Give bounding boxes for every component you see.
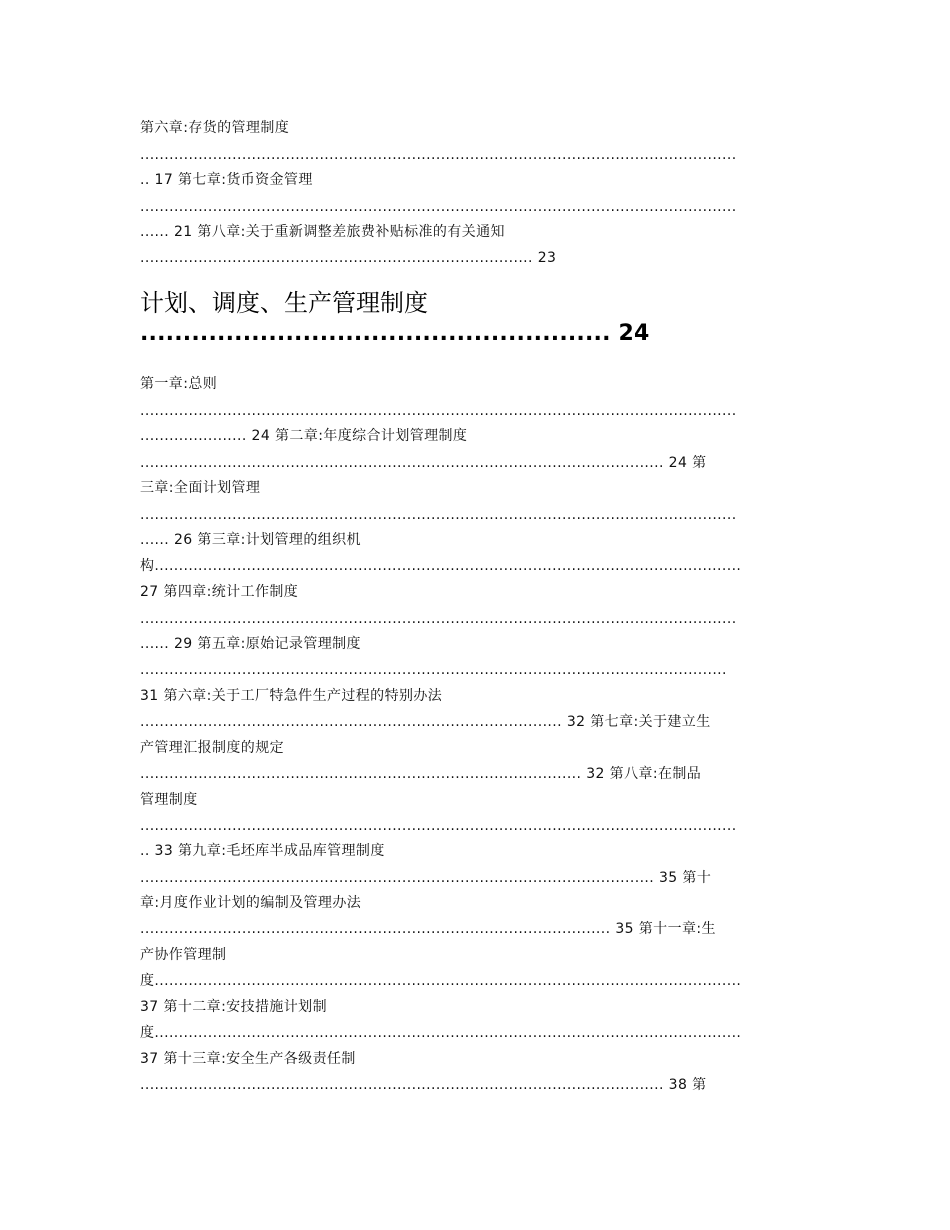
toc-line: ................................................................................. 23 <box>140 250 557 266</box>
toc-line: ............................................................................................................ 38 第 <box>140 1077 707 1093</box>
toc-line: ...... 21 第八章:关于重新调整差旅费补贴标准的有关通知 <box>140 224 505 240</box>
toc-line: ........................................................................................................................... <box>140 818 737 834</box>
toc-line: .. 33 第九章:毛坯库半成品库管理制度 <box>140 843 385 859</box>
toc-line: 构......................................................................................................................... <box>140 558 742 574</box>
toc-line: ........................................................................................................................... <box>140 403 737 419</box>
toc-line: 27 第四章:统计工作制度 <box>140 584 299 600</box>
toc-line: 章:月度作业计划的编制及管理办法 <box>140 895 362 911</box>
toc-line: ............................................................................................................ 24 第 <box>140 455 707 471</box>
toc-line: 37 第十三章:安全生产各级责任制 <box>140 1051 356 1067</box>
toc-line: ...... 26 第三章:计划管理的组织机 <box>140 532 361 548</box>
toc-line: .......................................................................................................... 35 第十 <box>140 870 712 886</box>
toc-line: 第六章:存货的管理制度 <box>140 120 290 136</box>
toc-line: ...................... 24 第二章:年度综合计划管理制度 <box>140 428 468 444</box>
toc-line: 三章:全面计划管理 <box>140 480 261 496</box>
section-heading: 计划、调度、生产管理制度 <box>140 289 428 317</box>
toc-line: 度......................................................................................................................... <box>140 973 742 989</box>
toc-line: ........................................................................................................................... <box>140 147 737 163</box>
toc-line: ........................................................................................................................... <box>140 199 737 215</box>
section-heading-page: ....................................................... 24 <box>140 321 650 346</box>
toc-line: 产管理汇报制度的规定 <box>140 740 284 756</box>
toc-line: ...... 29 第五章:原始记录管理制度 <box>140 636 361 652</box>
toc-line: 37 第十二章:安技措施计划制 <box>140 999 327 1015</box>
toc-line: ........................................................................................................................... <box>140 611 737 627</box>
toc-line: 产协作管理制 <box>140 947 227 963</box>
toc-line: 第一章:总则 <box>140 376 218 392</box>
toc-line: 度......................................................................................................................... <box>140 1025 742 1041</box>
toc-line: ........................................................................................................................... <box>140 507 737 523</box>
toc-line: 管理制度 <box>140 792 198 808</box>
toc-line: .. 17 第七章:货币资金管理 <box>140 172 313 188</box>
toc-line: ....................................................................................... 32 第七章:关于建立生 <box>140 714 711 730</box>
toc-line: ........................................................................................... 32 第八章:在制品 <box>140 766 702 782</box>
toc-line: ......................................................................................................................... <box>140 662 727 678</box>
toc-line: ................................................................................................. 35 第十一章:生 <box>140 921 716 937</box>
toc-line: 31 第六章:关于工厂特急件生产过程的特别办法 <box>140 688 443 704</box>
